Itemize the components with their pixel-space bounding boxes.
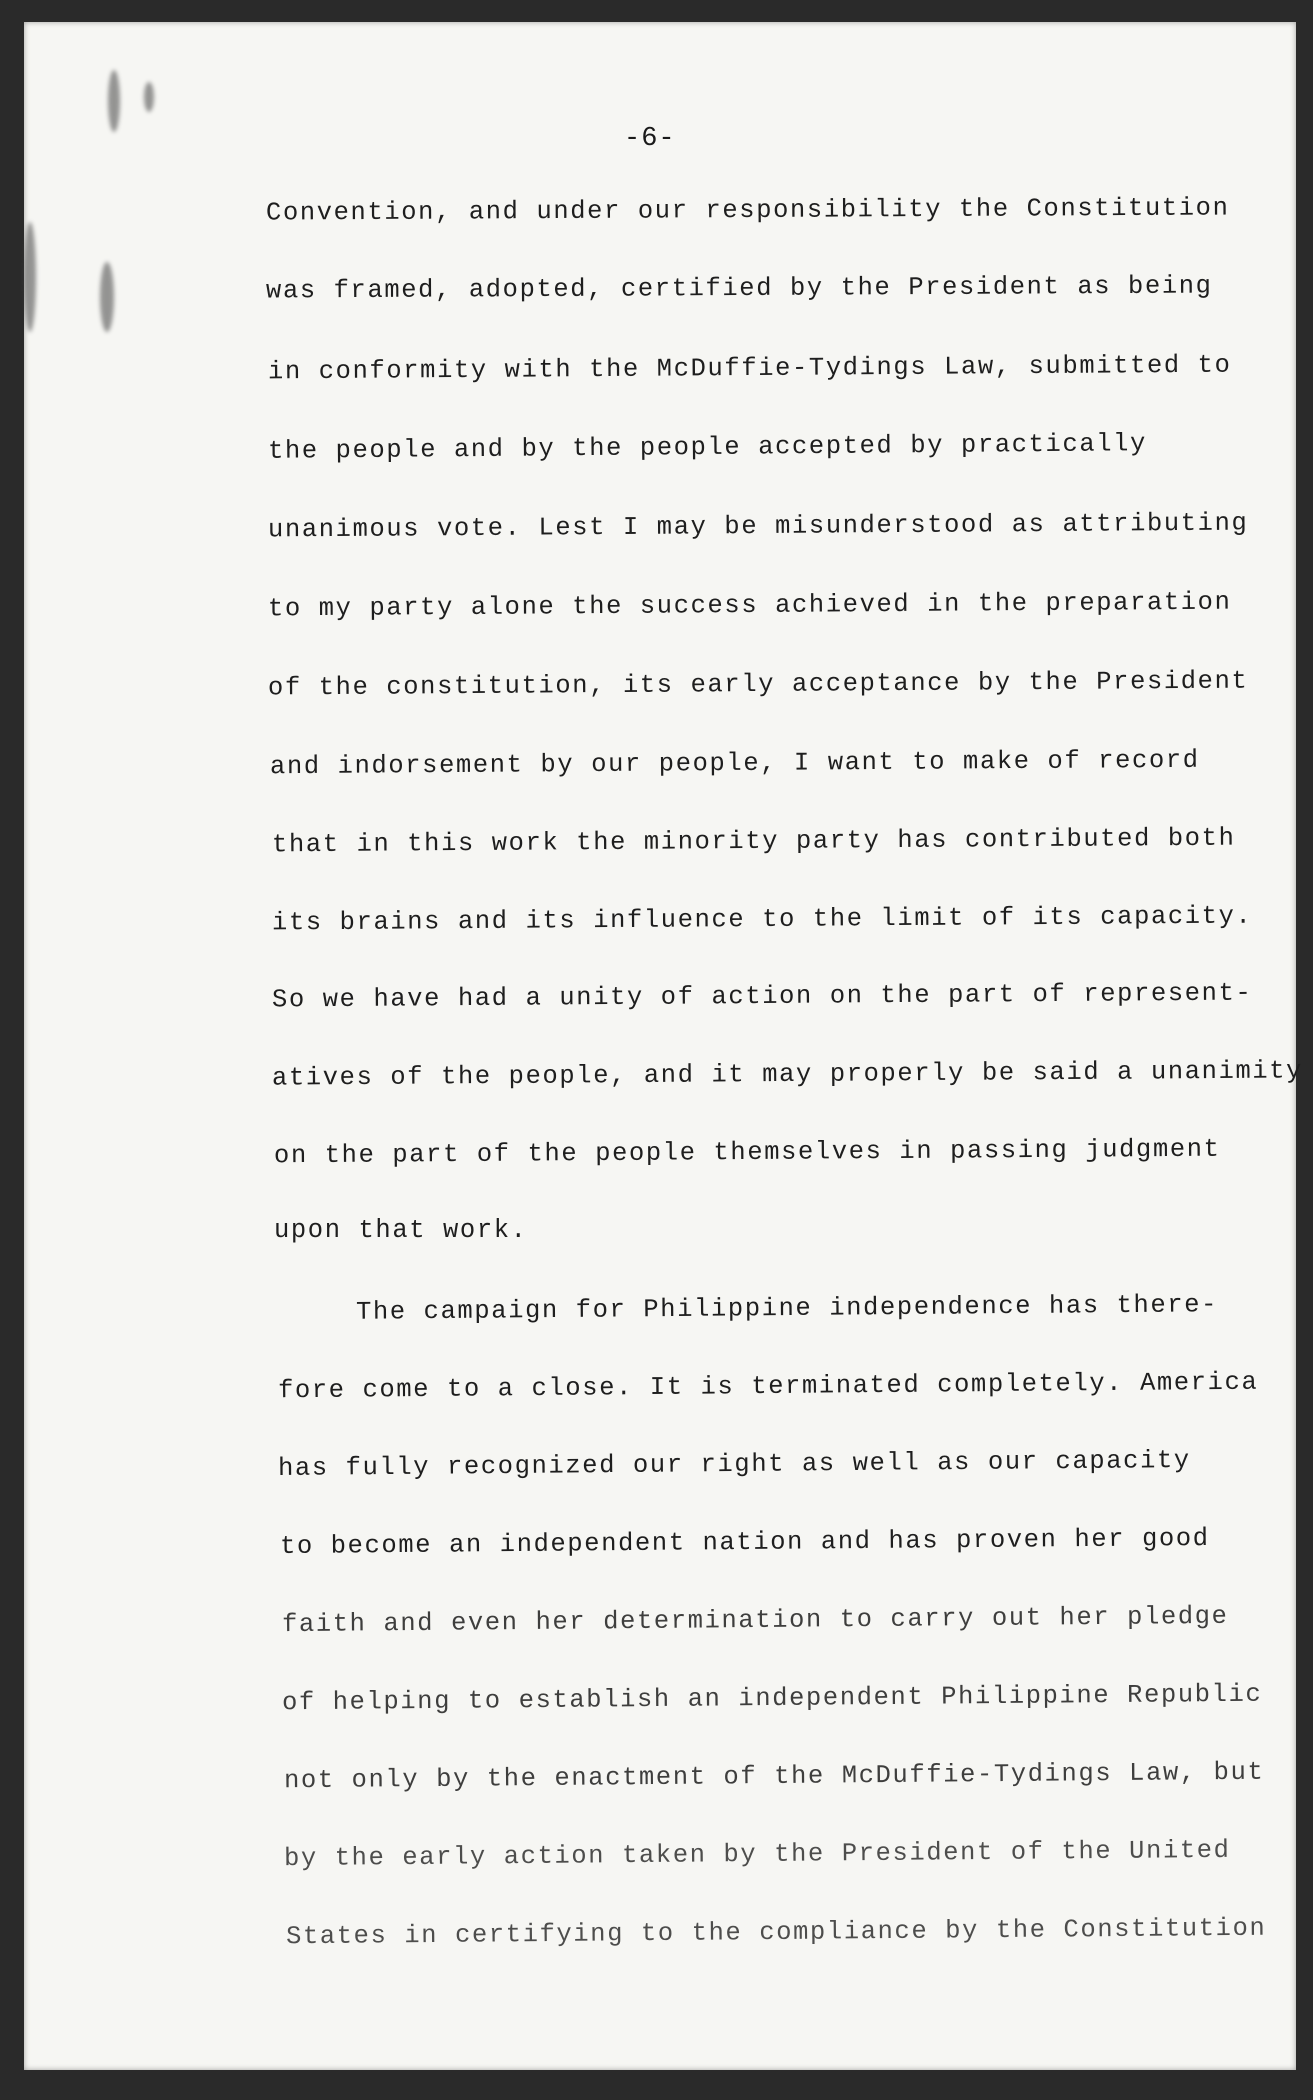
text-line: of the constitution, its early acceptance by the President xyxy=(267,666,1249,703)
text-line: by the early action taken by the President of the United xyxy=(283,1835,1231,1874)
text-line: was framed, adopted, certified by the President as being xyxy=(265,271,1213,306)
text-line: that in this work the minority party has contributed both xyxy=(271,823,1236,860)
text-line: to become an independent nation and has proven her good xyxy=(279,1523,1210,1562)
text-line: not only by the enactment of the McDuffie-Tydings Law, but xyxy=(283,1757,1265,1796)
text-line: unanimous vote. Lest I may be misunderstood as attributing xyxy=(267,508,1249,545)
text-line: to my party alone the success achieved in the preparation xyxy=(267,587,1232,624)
page-number: -6- xyxy=(624,124,676,154)
document-page xyxy=(24,22,1304,2070)
ink-smudge xyxy=(108,70,120,132)
text-line: and indorsement by our people, I want to make of record xyxy=(269,745,1200,782)
text-line: So we have had a unity of action on the part of represent- xyxy=(271,978,1253,1015)
text-line: The campaign for Philippine independence has there- xyxy=(355,1290,1219,1327)
text-line: upon that work. xyxy=(274,1216,528,1245)
text-line: faith and even her determination to carry out her pledge xyxy=(281,1601,1229,1640)
text-line: States in certifying to the compliance by the Constitution xyxy=(285,1913,1267,1952)
text-line: Convention, and under our responsibility the Constitution xyxy=(265,193,1230,228)
text-line: on the part of the people themselves in passing judgment xyxy=(273,1134,1221,1171)
ink-smudge xyxy=(100,262,114,332)
text-line: the people and by the people accepted by practically xyxy=(267,429,1148,466)
text-line: in conformity with the McDuffie-Tydings Law, submitted to xyxy=(267,350,1232,387)
text-line: its brains and its influence to the limit of its capacity. xyxy=(271,901,1253,938)
ink-smudge xyxy=(24,222,36,332)
text-line: fore come to a close. It is terminated completely. America xyxy=(277,1367,1259,1406)
text-line: of helping to establish an independent Philippine Republic xyxy=(281,1679,1263,1718)
text-line: has fully recognized our right as well as our capacity xyxy=(277,1446,1191,1483)
text-line: atives of the people, and it may properly be said a unanimity xyxy=(271,1056,1304,1093)
ink-smudge xyxy=(144,82,154,112)
